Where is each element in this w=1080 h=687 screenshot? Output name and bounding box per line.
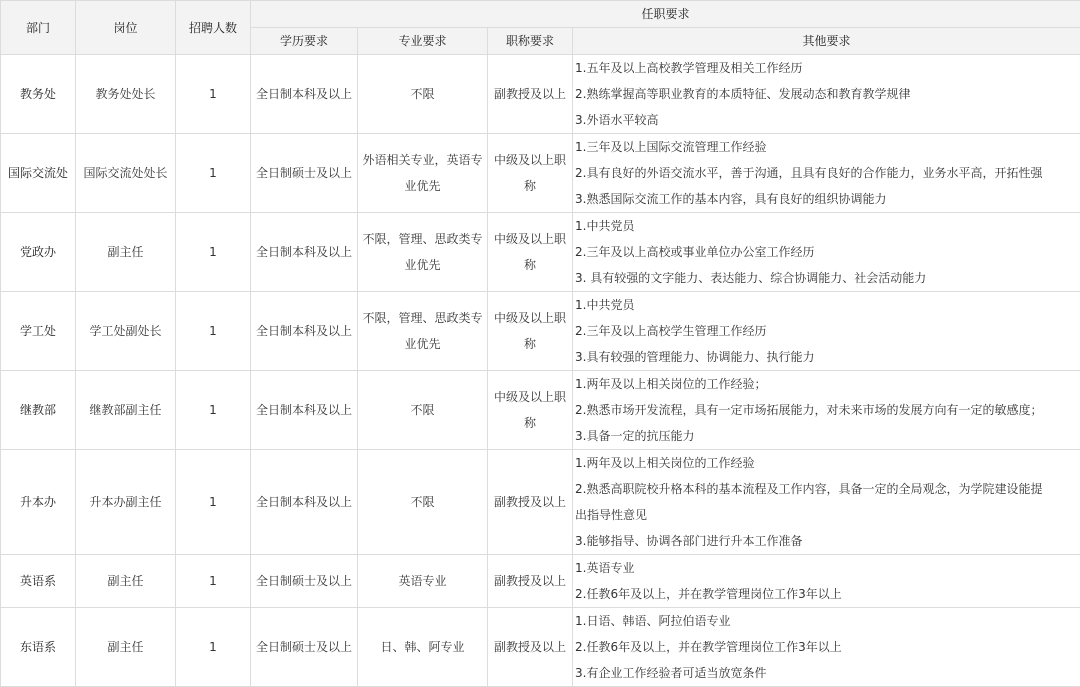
- cell-major: 不限: [358, 55, 488, 134]
- cell-education: 全日制本科及以上: [251, 371, 358, 450]
- cell-title: 副教授及以上: [488, 555, 573, 608]
- table-row: [1, 371, 1080, 450]
- requirement-line: 2.熟练掌握高等职业教育的本质特征、发展动态和教育教学规律: [575, 81, 1078, 107]
- cell-major: 不限: [358, 371, 488, 450]
- cell-title: 副教授及以上: [488, 55, 573, 134]
- requirement-line: 1.中共党员: [575, 213, 1078, 239]
- requirement-line: 2.任教6年及以上，并在教学管理岗位工作3年以上: [575, 581, 1078, 607]
- cell-major: 外语相关专业，英语专业优先: [358, 134, 488, 213]
- cell-dept: 升本办: [1, 450, 76, 555]
- table-row: [1, 450, 1080, 555]
- cell-position: 国际交流处处长: [76, 134, 176, 213]
- requirement-line: 2.熟悉市场开发流程，具有一定市场拓展能力，对未来市场的发展方向有一定的敏感度；: [575, 397, 1078, 423]
- cell-other-requirements: [573, 555, 1080, 608]
- cell-major: 不限: [358, 450, 488, 555]
- table-row: [1, 292, 1080, 371]
- cell-count: 1: [176, 608, 251, 687]
- table-row: [1, 555, 1080, 608]
- cell-position: 学工处副处长: [76, 292, 176, 371]
- cell-education: 全日制硕士及以上: [251, 134, 358, 213]
- cell-other-requirements: [573, 55, 1080, 134]
- cell-dept: 东语系: [1, 608, 76, 687]
- requirement-line: 2.具有良好的外语交流水平，善于沟通，且具有良好的合作能力，业务水平高，开拓性强: [575, 160, 1078, 186]
- table-row: [1, 55, 1080, 134]
- cell-dept: 教务处: [1, 55, 76, 134]
- cell-position: 教务处处长: [76, 55, 176, 134]
- requirement-line: 3.有企业工作经验者可适当放宽条件: [575, 660, 1078, 686]
- cell-other-requirements: [573, 450, 1080, 555]
- table-row: [1, 134, 1080, 213]
- cell-other-requirements: [573, 134, 1080, 213]
- cell-education: 全日制本科及以上: [251, 450, 358, 555]
- cell-title: 副教授及以上: [488, 450, 573, 555]
- cell-count: 1: [176, 371, 251, 450]
- cell-education: 全日制硕士及以上: [251, 555, 358, 608]
- cell-dept: 继教部: [1, 371, 76, 450]
- requirement-line: 3.熟悉国际交流工作的基本内容，具有良好的组织协调能力: [575, 186, 1078, 212]
- cell-education: 全日制本科及以上: [251, 292, 358, 371]
- cell-position: 副主任: [76, 608, 176, 687]
- cell-title: 副教授及以上: [488, 608, 573, 687]
- requirement-line: 2.任教6年及以上，并在教学管理岗位工作3年以上: [575, 634, 1078, 660]
- table-row: [1, 213, 1080, 292]
- cell-major: 不限，管理、思政类专业优先: [358, 292, 488, 371]
- requirement-line: 1.日语、韩语、阿拉伯语专业: [575, 608, 1078, 634]
- cell-title: 中级及以上职称: [488, 213, 573, 292]
- cell-other-requirements: [573, 292, 1080, 371]
- header-dept: 部门: [1, 1, 76, 55]
- cell-other-requirements: [573, 371, 1080, 450]
- cell-major: 英语专业: [358, 555, 488, 608]
- cell-title: 中级及以上职称: [488, 371, 573, 450]
- cell-dept: 英语系: [1, 555, 76, 608]
- requirement-line: 1.两年及以上相关岗位的工作经验；: [575, 371, 1078, 397]
- requirement-line: 2.三年及以上高校学生管理工作经历: [575, 318, 1078, 344]
- cell-count: 1: [176, 292, 251, 371]
- cell-major: 不限，管理、思政类专业优先: [358, 213, 488, 292]
- requirement-line: 1.英语专业: [575, 555, 1078, 581]
- cell-dept: 国际交流处: [1, 134, 76, 213]
- cell-count: 1: [176, 134, 251, 213]
- requirement-line: 3.具有较强的管理能力、协调能力、执行能力: [575, 344, 1078, 370]
- requirement-line: 3.能够指导、协调各部门进行升本工作准备: [575, 528, 1078, 554]
- table-row: [1, 608, 1080, 687]
- cell-title: 中级及以上职称: [488, 134, 573, 213]
- cell-count: 1: [176, 55, 251, 134]
- cell-position: 副主任: [76, 213, 176, 292]
- requirement-line: 2.三年及以上高校或事业单位办公室工作经历: [575, 239, 1078, 265]
- requirement-line: 出指导性意见: [575, 502, 1078, 528]
- requirement-line: 2.熟悉高职院校升格本科的基本流程及工作内容，具备一定的全局观念，为学院建设能提: [575, 476, 1078, 502]
- cell-education: 全日制本科及以上: [251, 213, 358, 292]
- cell-count: 1: [176, 555, 251, 608]
- requirement-line: 3.具备一定的抗压能力: [575, 423, 1078, 449]
- header-education: 学历要求: [251, 28, 358, 55]
- requirement-line: 3. 具有较强的文字能力、表达能力、综合协调能力、社会活动能力: [575, 265, 1078, 291]
- header-major: 专业要求: [358, 28, 488, 55]
- requirement-line: 1.中共党员: [575, 292, 1078, 318]
- cell-education: 全日制硕士及以上: [251, 608, 358, 687]
- header-other: 其他要求: [573, 28, 1080, 55]
- cell-major: 日、韩、阿专业: [358, 608, 488, 687]
- cell-dept: 学工处: [1, 292, 76, 371]
- cell-position: 升本办副主任: [76, 450, 176, 555]
- header-count: 招聘人数: [176, 1, 251, 55]
- requirement-line: 1.三年及以上国际交流管理工作经验: [575, 134, 1078, 160]
- requirement-line: 1.五年及以上高校教学管理及相关工作经历: [575, 55, 1078, 81]
- requirement-line: 3.外语水平较高: [575, 107, 1078, 133]
- cell-other-requirements: [573, 608, 1080, 687]
- cell-dept: 党政办: [1, 213, 76, 292]
- header-position: 岗位: [76, 1, 176, 55]
- cell-position: 副主任: [76, 555, 176, 608]
- header-title: 职称要求: [488, 28, 573, 55]
- cell-count: 1: [176, 213, 251, 292]
- requirement-line: 1.两年及以上相关岗位的工作经验: [575, 450, 1078, 476]
- header-requirements: 任职要求: [251, 1, 1080, 28]
- cell-position: 继教部副主任: [76, 371, 176, 450]
- cell-education: 全日制本科及以上: [251, 55, 358, 134]
- cell-title: 中级及以上职称: [488, 292, 573, 371]
- table-body: [1, 55, 1080, 687]
- cell-other-requirements: [573, 213, 1080, 292]
- cell-count: 1: [176, 450, 251, 555]
